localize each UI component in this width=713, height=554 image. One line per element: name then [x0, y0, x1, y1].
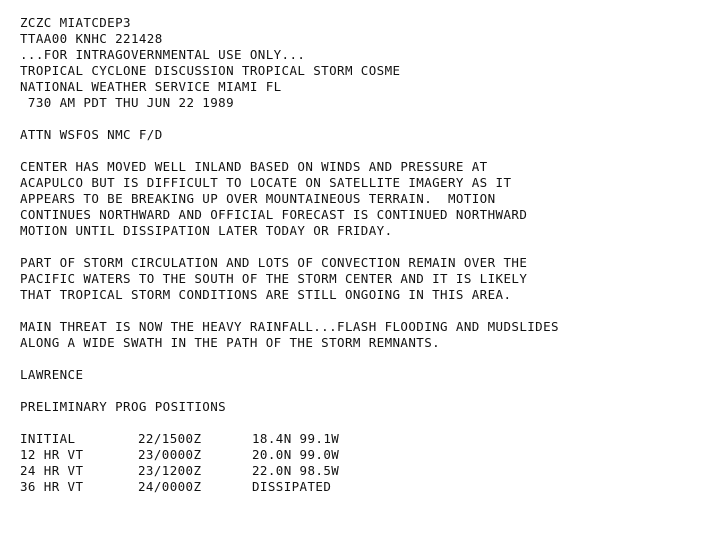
valid-time: 23/0000Z	[138, 447, 202, 462]
table-row	[20, 463, 392, 479]
discussion-paragraph-1	[20, 159, 710, 239]
valid-time: 24/0000Z	[138, 479, 202, 494]
header-line: NATIONAL WEATHER SERVICE MIAMI FL	[20, 79, 282, 94]
paragraph-line: MAIN THREAT IS NOW THE HEAVY RAINFALL...FLASH FLOODING AND MUDSLIDES	[20, 319, 559, 334]
valid-time: 22/1500Z	[138, 431, 202, 446]
attention-line: ATTN WSFOS NMC F/D	[20, 127, 163, 142]
storm-position: 18.4N 99.1W	[252, 431, 340, 446]
storm-position: 20.0N 99.0W	[252, 447, 340, 462]
forecast-period: 36 HR VT	[20, 479, 84, 494]
paragraph-line: CONTINUES NORTHWARD AND OFFICIAL FORECAST IS CONTINUED NORTHWARD	[20, 207, 528, 222]
header-line: ...FOR INTRAGOVERNMENTAL USE ONLY...	[20, 47, 306, 62]
storm-position: DISSIPATED	[252, 479, 332, 494]
paragraph-line: PACIFIC WATERS TO THE SOUTH OF THE STORM CENTER AND IT IS LIKELY	[20, 271, 528, 286]
prog-positions-table	[20, 431, 392, 495]
forecast-period: 12 HR VT	[20, 447, 84, 462]
header-line: TROPICAL CYCLONE DISCUSSION TROPICAL STORM COSME	[20, 63, 401, 78]
paragraph-line: APPEARS TO BE BREAKING UP OVER MOUNTAINEOUS TERRAIN. MOTION	[20, 191, 496, 206]
header-line: ZCZC MIATCDEP3	[20, 15, 131, 30]
discussion-paragraph-2	[20, 255, 710, 303]
prog-positions-title: PRELIMINARY PROG POSITIONS	[20, 399, 227, 414]
table-row	[20, 479, 392, 495]
table-row	[20, 447, 392, 463]
discussion-document	[20, 15, 710, 495]
discussion-paragraph-3	[20, 319, 710, 351]
paragraph-line: ALONG A WIDE SWATH IN THE PATH OF THE STORM REMNANTS.	[20, 335, 441, 350]
paragraph-line: PART OF STORM CIRCULATION AND LOTS OF CONVECTION REMAIN OVER THE	[20, 255, 528, 270]
table-row	[20, 431, 392, 447]
storm-position: 22.0N 98.5W	[252, 463, 340, 478]
paragraph-line: THAT TROPICAL STORM CONDITIONS ARE STILL ONGOING IN THIS AREA.	[20, 287, 512, 302]
forecast-period: INITIAL	[20, 431, 76, 446]
paragraph-line: ACAPULCO BUT IS DIFFICULT TO LOCATE ON SATELLITE IMAGERY AS IT	[20, 175, 512, 190]
paragraph-line: CENTER HAS MOVED WELL INLAND BASED ON WINDS AND PRESSURE AT	[20, 159, 488, 174]
paragraph-line: MOTION UNTIL DISSIPATION LATER TODAY OR FRIDAY.	[20, 223, 393, 238]
forecaster-name: LAWRENCE	[20, 367, 84, 382]
valid-time: 23/1200Z	[138, 463, 202, 478]
header-line: 730 AM PDT THU JUN 22 1989	[20, 95, 234, 110]
bulletin-header	[20, 15, 710, 111]
forecast-period: 24 HR VT	[20, 463, 84, 478]
header-line: TTAA00 KNHC 221428	[20, 31, 163, 46]
